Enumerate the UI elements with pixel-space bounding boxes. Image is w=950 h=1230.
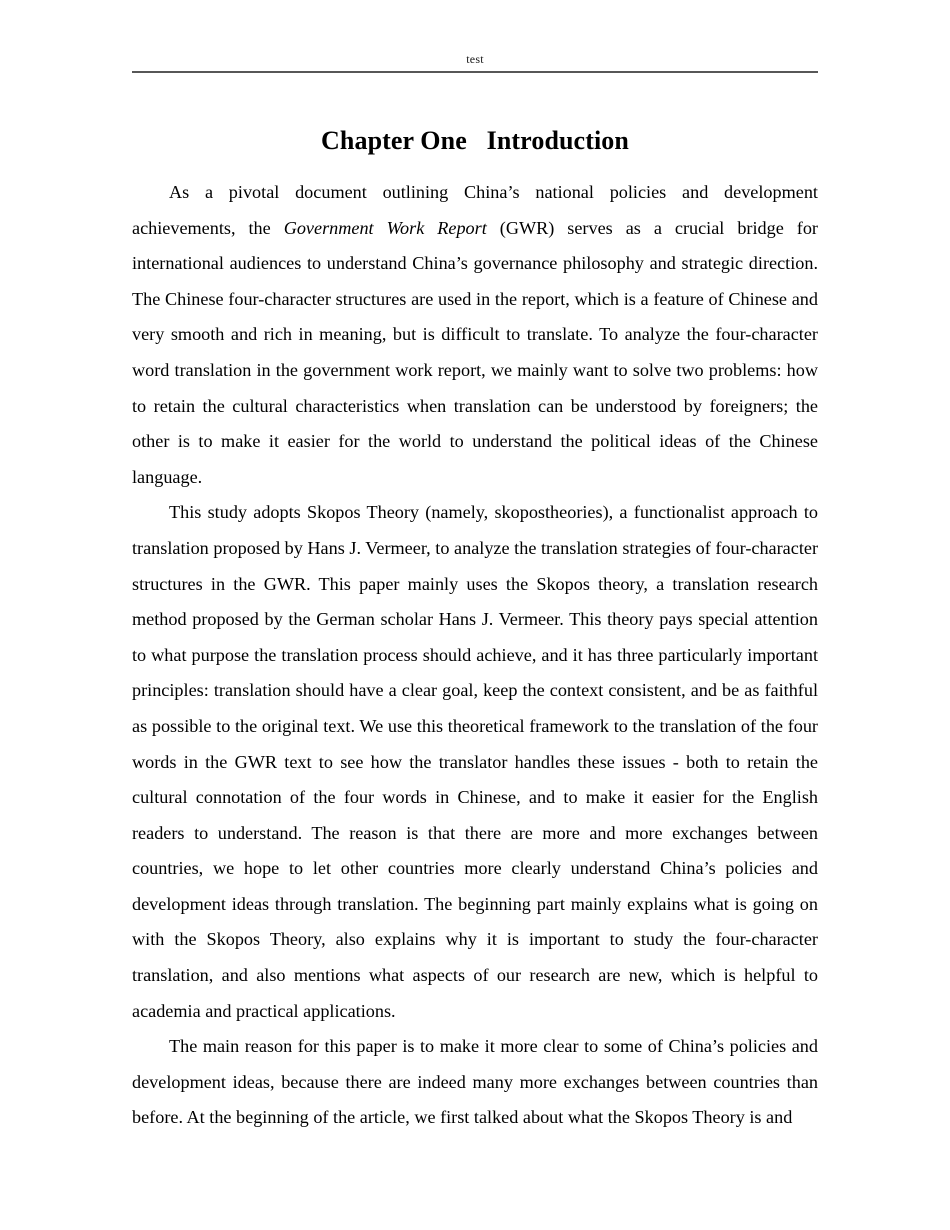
paragraph-1-run-2: (GWR) serves as a crucial bridge for international audiences to understand China’s governance philosophy and strategic direction. The Chinese four-character structures are used in the report, which is a feature of Chinese and very smooth and rich in meaning, but is difficult to translate. To analyze the four-character word translation in the government work report, we mainly want to solve two problems: how to retain the cultural characteristics when translation can be understood by foreigners; the other is to make it easier for the world to understand the political ideas of the Chinese language. (132, 217, 818, 487)
header-title-text: test (466, 52, 484, 66)
document-body (132, 175, 818, 1136)
header-divider-rule (132, 71, 818, 73)
paragraph-2 (132, 495, 818, 1029)
paragraph-2-run-0: This study adopts Skopos Theory (namely, skopostheories), a functionalist approach to translation proposed by Hans J. Vermeer, to analyze the translation strategies of four-character structures in the GWR. This paper mainly uses the Skopos theory, a translation research method proposed by the German scholar Hans J. Vermeer. This theory pays special attention to what purpose the translation process should achieve, and it has three particularly important principles: translation should have a clear goal, keep the context consistent, and be as faithful as possible to the original text. We use this theoretical framework to the translation of the four words in the GWR text to see how the translator handles these issues - both to retain the cultural connotation of the four words in Chinese, and to make it easier for the English readers to understand. The reason is that there are more and more exchanges between countries, we hope to let other countries more clearly understand China’s policies and development ideas through translation. The beginning part mainly explains what is going on with the Skopos Theory, also explains why it is important to study the four-character translation, and also mentions what aspects of our research are new, which is helpful to academia and practical applications. (132, 502, 818, 1021)
paragraph-1-run-0: As a pivotal document outlining China’s national policies and development achievements, the (132, 182, 818, 238)
paragraph-3-run-0: The main reason for this paper is to make it more clear to some of China’s policies and development ideas, because there are indeed many more exchanges between countries than before. At the beginning of the article, we first talked about what the Skopos Theory is and (132, 1036, 818, 1128)
paragraph-3 (132, 1029, 818, 1136)
paragraph-1-run-1: Government Work Report (283, 217, 487, 238)
running-header (132, 52, 818, 73)
page-title: Chapter One Introduction (321, 126, 629, 155)
paragraph-1 (132, 175, 818, 495)
